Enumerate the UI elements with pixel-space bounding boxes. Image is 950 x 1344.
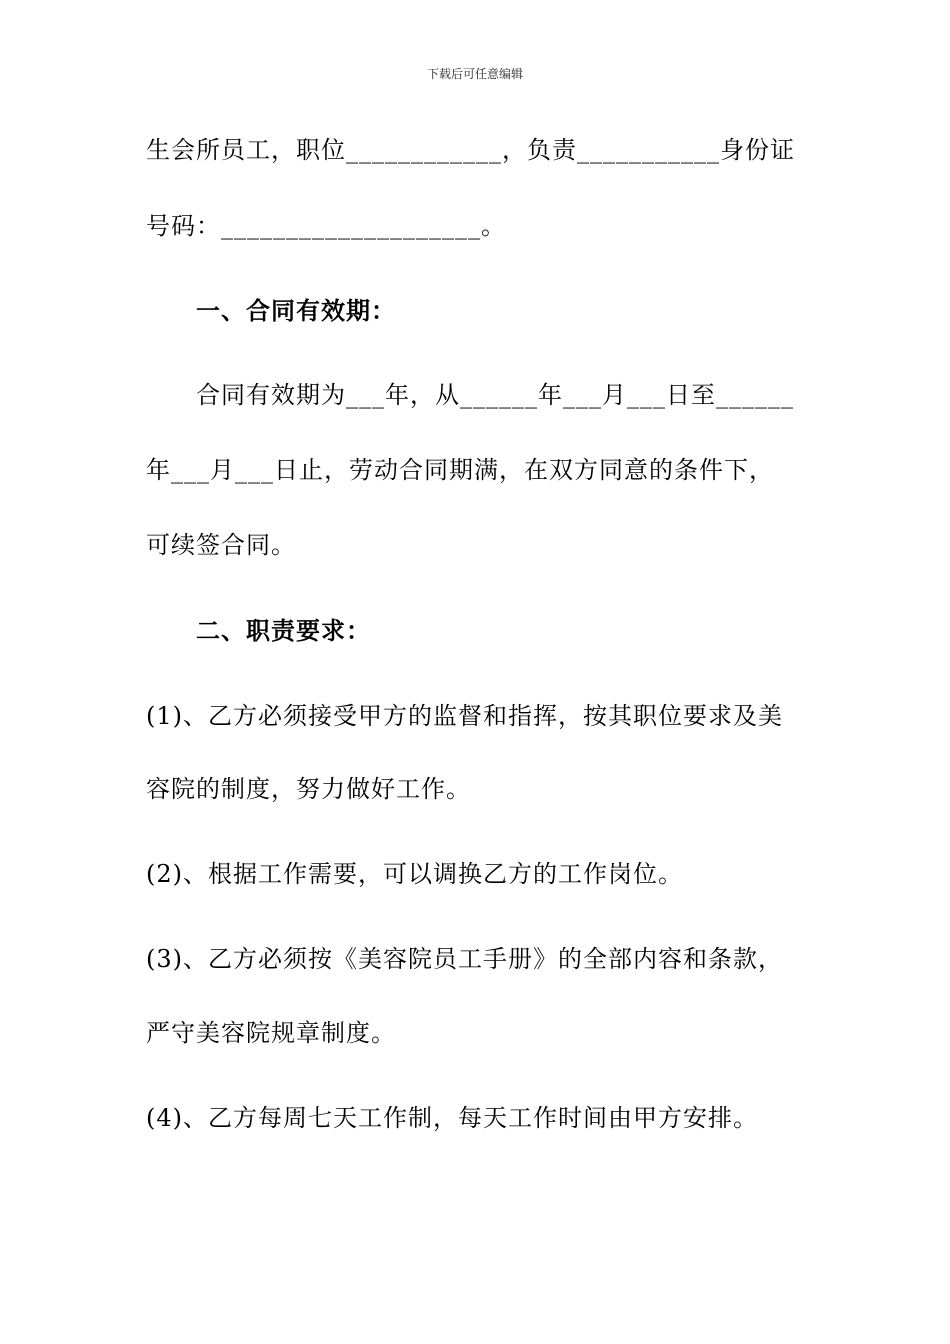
item-2-line-1: (2)、根据工作需要，可以调换乙方的工作岗位。 xyxy=(146,860,683,888)
item-3-line-2: 严守美容院规章制度。 xyxy=(146,1019,396,1047)
item-3-line-1: (3)、乙方必须按《美容院员工手册》的全部内容和条款， xyxy=(146,945,783,973)
item-1-line-2: 容院的制度，努力做好工作。 xyxy=(146,775,471,803)
section-1-line-1: 合同有效期为___年，从______年___月___日至______ xyxy=(196,381,794,409)
item-4-line-1: (4)、乙方每周七天工作制，每天工作时间由甲方安排。 xyxy=(146,1104,758,1132)
section-1-line-3: 可续签合同。 xyxy=(146,531,296,559)
header-note: 下载后可任意编辑 xyxy=(426,67,523,81)
intro-line-2: 号码：____________________。 xyxy=(146,212,506,240)
intro-line-1: 生会所员工，职位____________，负责___________身份证 xyxy=(146,136,795,164)
section-1-line-2: 年___月___日止，劳动合同期满，在双方同意的条件下， xyxy=(146,456,774,484)
section-1-title: 一、合同有效期： xyxy=(196,296,396,325)
item-1-line-1: (1)、乙方必须接受甲方的监督和指挥，按其职位要求及美 xyxy=(146,702,783,730)
section-2-title: 二、职责要求： xyxy=(196,616,371,645)
